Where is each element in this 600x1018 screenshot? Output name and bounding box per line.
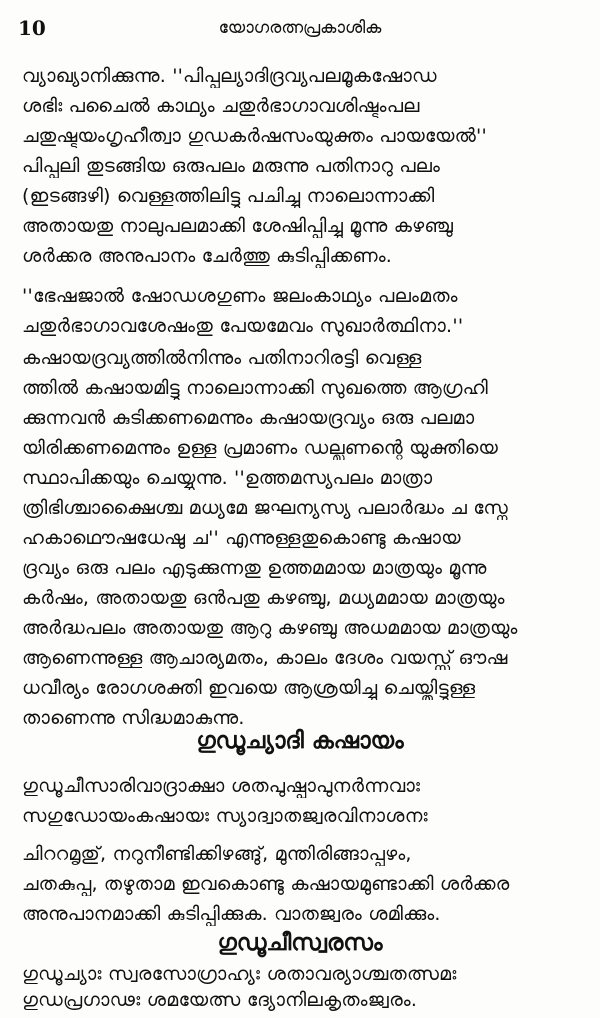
text-line: വ്യാഖ്യാനിക്കുന്നു. ''പിപ്പല്യാദിദ്രവ്യപലമൂകഷോഡ bbox=[22, 65, 437, 87]
text-line: അർദ്ധപലം അതായതു ആറു കഴഞ്ചു അധമമായ മാത്രയും bbox=[22, 617, 518, 639]
section-heading-guduchi-svarasam: ഗുഡൂചീസ്വരസം bbox=[217, 930, 383, 956]
text-line: ചതുഷ്ടയംഗൃഹീത്വാ ഗുഡകർഷസംയുക്തം പായയേൽ'' bbox=[22, 125, 487, 147]
text-line: ത്തിൽ കഷായമിട്ടു നാലൊന്നാക്കി സുഖത്തെ ആഗ്രഹി bbox=[22, 377, 489, 399]
page-number: 10 bbox=[18, 16, 46, 40]
text-line: ശർക്കര അനുപാനം ചേർത്തു കുടിപ്പിക്കണം. bbox=[22, 245, 392, 267]
text-line: ക്കുന്നവൻ കുടിക്കണമെന്നും കഷായദ്രവ്യം ഒരു പലമാ bbox=[22, 407, 475, 429]
section-heading-guduchyadi-kashayam: ഗുഡൂച്യാദി കഷായം bbox=[196, 728, 404, 754]
text-line: പിപ്പലി തുടങ്ങിയ ഒരുപലം മരുന്നു പതിനാറു പലം bbox=[22, 155, 441, 177]
verse-line: ഗുഡൂചീസാരിവാദ്രാക്ഷാ ശതപുഷ്പാപുനർന്നവാഃ bbox=[22, 775, 421, 797]
verse-line: ചതുർഭാഗാവശേഷംതു പേയമേവം സുഖാർത്ഥിനാ.'' bbox=[22, 315, 464, 337]
running-title: യോഗരത്നപ്രകാശിക bbox=[218, 18, 382, 38]
text-line: (ഇടങ്ങഴി) വെള്ളത്തിലിട്ടു പചിച്ചു നാലൊന്നാക്കി bbox=[22, 185, 435, 207]
verse-line: ''ഭേഷജാൽ ഷോഡശഗുണം ജലംകാഥ്യം പലംമതം bbox=[22, 285, 458, 307]
text-line: യിരിക്കണമെന്നും ഉള്ള പ്രമാണം ഡല്ലണന്റെ യുക്തിയെ bbox=[22, 437, 498, 459]
text-line: ത്രിഭിശ്ചാക്ഷൈശ്ച മധ്യമേ ജഘന്യസ്യ പലാർദ്ധം ച സ്നേ bbox=[22, 497, 508, 519]
text-line: ഹകാഥൌഷധേഷു ച'' എന്നുള്ളതുകൊണ്ടു കഷായ bbox=[22, 527, 461, 549]
verse-line: ഗുഡൂച്യാഃ സ്വരസോഗ്രാഹ്യഃ ശതാവര്യാശ്ചതത്സമഃ bbox=[22, 963, 457, 985]
text-line: താണെന്നു സിദ്ധമാകുന്നു. bbox=[22, 707, 245, 729]
text-line: കർഷം, അതായതു ഒൻപതു കഴഞ്ചു, മധ്യമമായ മാത്രയും bbox=[22, 587, 505, 609]
text-line: ചിററമൃതു്, നറുനീണ്ടിക്കിഴങ്ങു്, മുന്തിരിങ്ങാപ്പഴം, bbox=[22, 843, 412, 865]
text-line: ധവീര്യം രോഗശക്തി ഇവയെ ആശ്രയിച്ചു ചെയ്തിട്ടുള്ള bbox=[22, 677, 476, 699]
verse-line: ഗുഡപ്രഗാഢഃ ശമയേത്സ ദ്യോനിലകൃതംജ്വരം. bbox=[22, 989, 418, 1011]
text-line: ദ്രവ്യം ഒരു പലം എടുക്കുന്നതു ഉത്തമമായ മാത്രയും മൂന്നു bbox=[22, 557, 487, 579]
verse-line: സഗുഡോയംകഷായഃ സ്യാദ്വാതജ്വരവിനാശനഃ bbox=[22, 805, 428, 827]
text-line: കഷായദ്രവ്യത്തിൽനിന്നും പതിനാറിരട്ടി വെള്ള bbox=[22, 347, 422, 369]
text-line: അതായതു നാലുപലമാക്കി ശേഷിപ്പിച്ചു മൂന്നു കഴഞ്ചു bbox=[22, 215, 454, 237]
text-line: ശഭിഃ പചൈൽ കാഥ്യം ചതുർഭാഗാവശിഷ്ടംപല bbox=[22, 95, 420, 117]
text-line: സ്ഥാപിക്കയും ചെയ്യുന്നു. ''ഉത്തമസ്യപലം മാത്രാ bbox=[22, 467, 433, 489]
page-header bbox=[18, 14, 582, 44]
text-line: അനുപാനമാക്കി കുടിപ്പിക്കുക. വാതജ്വരം ശമിക്കും. bbox=[22, 903, 441, 925]
text-line: ചതകുപ്പ, തഴുതാമ ഇവകൊണ്ടു കഷായമുണ്ടാക്കി ശർക്കര bbox=[22, 873, 510, 895]
text-line: ആണെന്നുള്ള ആചാര്യമതം, കാലം ദേശം വയസ്സ് ഔഷ bbox=[22, 647, 508, 669]
